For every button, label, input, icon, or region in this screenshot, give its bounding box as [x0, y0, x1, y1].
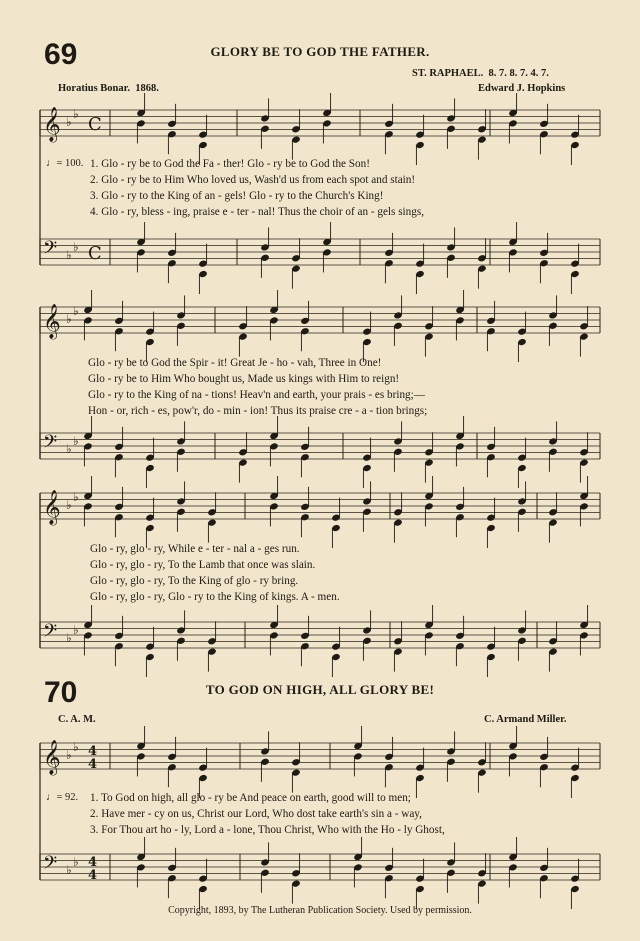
lyric-line: Glo - ry, glo - ry, To the King of glo - ry bring. [90, 575, 299, 587]
flat-icon: ♭ [73, 434, 79, 448]
tune-label: ST. RAPHAEL. [412, 68, 484, 79]
bass-clef-icon: 𝄢 [43, 432, 58, 457]
lyrics-69-system-3 [90, 543, 640, 607]
flat-icon: ♭ [66, 748, 72, 762]
bass-clef-icon: 𝄢 [43, 621, 58, 646]
lyric-line: 3. For Thou art ho - ly, Lord a - lone, Thou Christ, Who with the Ho - ly Ghost, [90, 824, 445, 836]
time-signature: 4 [88, 757, 98, 772]
author-name: Horatius Bonar. [58, 83, 130, 94]
hymn-number-70: 70 [44, 676, 78, 709]
note-icon: ♩ [46, 158, 57, 169]
meter-label: 8. 7. 8. 7. 4. 7. [488, 68, 549, 79]
lyric-line: Glo - ry be to Him Who bought us, Made us kings with Him to reign! [88, 373, 400, 385]
author-year: 1868. [135, 83, 159, 94]
lyrics-69-system-2 [88, 357, 640, 421]
bass-clef-icon: 𝄢 [43, 853, 58, 878]
time-signature: 4 [88, 855, 98, 870]
flat-icon: ♭ [66, 312, 72, 326]
hymn-title-70: TO GOD ON HIGH, ALL GLORY BE! [205, 682, 435, 697]
common-time-icon: C [88, 114, 102, 135]
treble-clef-icon: 𝄞 [43, 107, 61, 142]
lyric-line: Hon - or, rich - es, pow'r, do - min - ion! Thus its praise cre - a - tion brings; [88, 405, 428, 417]
flat-icon: ♭ [73, 107, 79, 121]
lyric-line: 3. Glo - ry to the King of an - gels! Glo - ry to the Church's King! [90, 190, 384, 202]
lyric-line: 1. Glo - ry be to God the Fa - ther! Glo - ry be to God the Son! [90, 158, 370, 170]
lyric-line: Glo - ry, glo - ry, Glo - ry to the King of kings. A - men. [90, 591, 340, 603]
note-icon: ♩ [46, 792, 57, 803]
lyric-line: 4. Glo - ry, bless - ing, praise e - ter - nal! Thus the choir of an - gels sings, [90, 206, 424, 218]
time-signature: 4 [88, 868, 98, 883]
composer-name: Edward J. Hopkins [478, 83, 566, 94]
lyric-line: Glo - ry, glo - ry, While e - ter - nal a - ges run. [90, 543, 300, 555]
flat-icon: ♭ [73, 740, 79, 754]
treble-clef-icon: 𝄞 [43, 304, 61, 339]
flat-icon: ♭ [73, 855, 79, 869]
lyric-line: 2. Glo - ry be to Him Who loved us, Wash'd us from each spot and stain! [90, 174, 416, 186]
flat-icon: ♭ [73, 240, 79, 254]
flat-icon: ♭ [73, 490, 79, 504]
lyric-line: 1. To God on high, all glo - ry be And peace on earth, good will to men; [90, 792, 411, 804]
lyric-line: Glo - ry, glo - ry, To the Lamb that once was slain. [90, 559, 316, 571]
treble-clef-icon: 𝄞 [43, 490, 61, 525]
tempo-mark-70: ♩= 92. [46, 792, 79, 803]
lyrics-70-system-1 [90, 792, 600, 840]
hymn-number-69: 69 [44, 38, 78, 71]
flat-icon: ♭ [66, 863, 72, 877]
flat-icon: ♭ [66, 248, 72, 262]
flat-icon: ♭ [73, 304, 79, 318]
flat-icon: ♭ [66, 631, 72, 645]
flat-icon: ♭ [66, 115, 72, 129]
lyric-line: 2. Have mer - cy on us, Christ our Lord, Who dost take earth's sin a - way, [90, 808, 422, 820]
flat-icon: ♭ [66, 498, 72, 512]
hymn-title-69: GLORY BE TO GOD THE FATHER. [210, 44, 430, 59]
composer-name-70: C. Armand Miller. [484, 714, 567, 725]
copyright-notice: Copyright, 1893, by The Lutheran Publication Society. Used by permission. [168, 905, 472, 916]
common-time-icon: C [88, 243, 102, 264]
lyric-line: Glo - ry be to God the Spir - it! Great Je - ho - vah, Three in One! [88, 357, 382, 369]
flat-icon: ♭ [73, 623, 79, 637]
treble-clef-icon: 𝄞 [43, 740, 61, 775]
bass-clef-icon: 𝄢 [43, 238, 58, 263]
tempo-mark-69: ♩= 100. [46, 158, 84, 169]
lyrics-69-system-1 [90, 158, 600, 222]
time-signature: 4 [88, 744, 98, 759]
lyric-line: Glo - ry to the King of na - tions! Heav'n and earth, your prais - es bring;— [88, 389, 425, 401]
author-initials: C. A. M. [58, 714, 96, 725]
flat-icon: ♭ [66, 442, 72, 456]
